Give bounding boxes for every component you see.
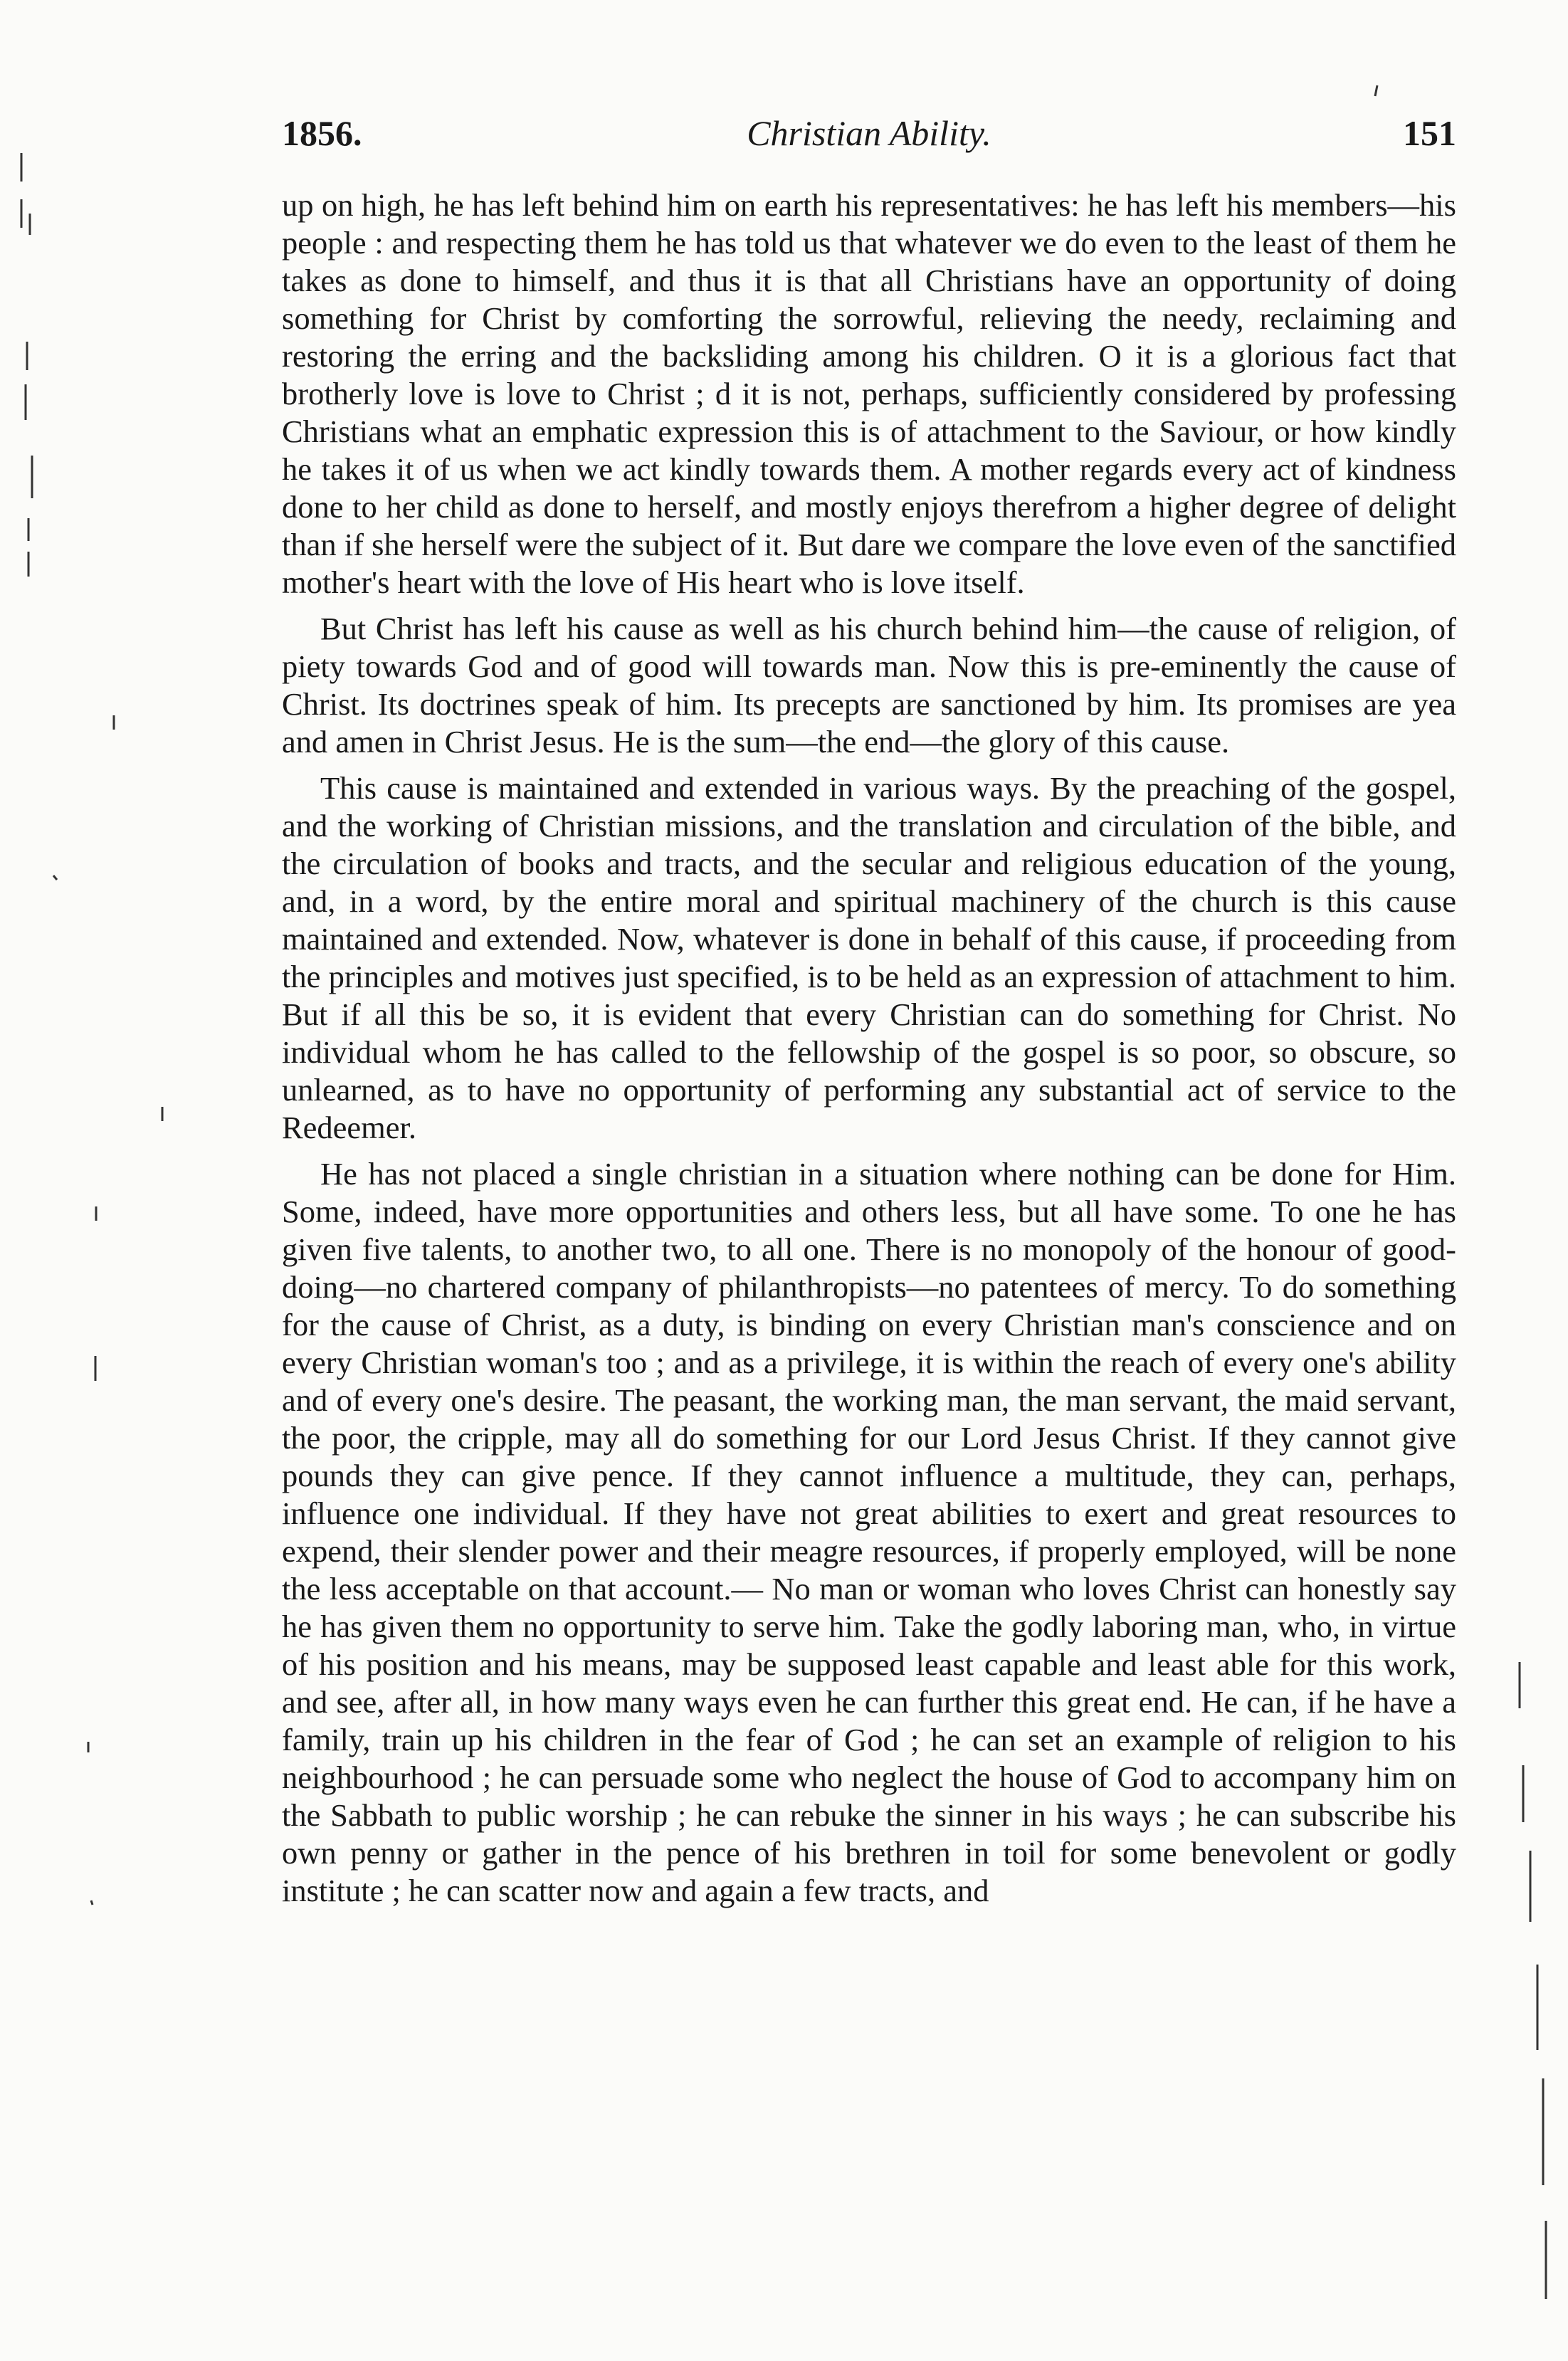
paragraph-3: This cause is maintained and extended in various ways. By the preaching of the gospel, and the working of Christian missions, and the translation and circulation of the bible, and the circulation of books and tracts, and the secular and religious education of the young, and, in a word, by the entire moral and spiritual machinery of the church is this cause maintained and extended. Now, whatever is done in behalf of this cause, if proceeding from the principles and motives just specified, is to be held as an expression of attachment to him. But if all this be so, it is evident that every Christian can do something for Christ. No individual whom he has called to the fellowship of the gospel is so poor, so obscure, so unlearned, as to have no opportunity of performing any substantial act of service to the Redeemer. [282, 770, 1456, 1145]
margin-mark [1375, 85, 1377, 96]
margin-mark [53, 875, 57, 880]
running-title: Christian Ability. [747, 113, 991, 153]
page-header [282, 112, 1456, 169]
margin-mark [91, 1900, 93, 1905]
paragraph-2: But Christ has left his cause as well as his church behind him—the cause of religion, of piety towards God and of good will towards man. Now this is pre-eminently the cause of Christ. Its doctrines speak of him. Its precepts are sanctioned by him. Its promises are yea and amen in Christ Jesus. He is the sum—the end—the glory of this cause. [282, 611, 1456, 759]
body-text [282, 186, 1456, 1918]
header-year: 1856. [282, 113, 362, 153]
paragraph-1: up on high, he has left behind him on earth his representatives: he has left his members—his people : and respecting them he has told us that whatever we do even to the least of them he takes as done to himself, and thus it is that all Christians have an opportunity of doing something for Christ by comforting the sorrowful, relieving the needy, reclaiming and restoring the erring and the backsliding among his children. O it is a glorious fact that brotherly love is love to Christ ; d it is not, perhaps, sufficiently considered by professing Christians what an emphatic expression this is of attachment to the Saviour, or how kindly he takes it of us when we act kindly towards them. A mother regards every act of kindness done to her child as done to herself, and mostly enjoys therefrom a higher degree of delight than if she herself were the subject of it. But dare we compare the love even of the sanctified mother's heart with the love of His heart who is love itself. [282, 187, 1456, 600]
paragraph-4: He has not placed a single christian in a situation where nothing can be done for Him. Some, indeed, have more opportunities and others less, but all have some. To one he has given five talents, to another two, to all one. There is no monopoly of the honour of good-doing—no chartered company of philanthropists—no patentees of mercy. To do something for the cause of Christ, as a duty, is binding on every Christian man's conscience and on every Christian woman's too ; and as a privilege, it is within the reach of every one's ability and of every one's desire. The peasant, the working man, the man servant, the maid servant, the poor, the cripple, may all do something for our Lord Jesus Christ. If they cannot give pounds they can give pence. If they cannot influence a multitude, they can, perhaps, influence one individual. If they have not great abilities to exert and great resources to expend, their slender power and their meagre resources, if properly employed, will be none the less acceptable on that account.— No man or woman who loves Christ can honestly say he has given them no opportunity to serve him. Take the godly laboring man, who, in virtue of his position and his means, may be supposed least capable and least able for this work, and see, after all, in how many ways even he can further this great end. He can, if he have a family, train up his children in the fear of God ; he can set an example of religion to his neighbourhood ; he can persuade some who neglect the house of God to accompany him on the Sabbath to public worship ; he can rebuke the sinner in his ways ; he can subscribe his own penny or gather in the pence of his brethren in toil for some benevolent or godly institute ; he can scatter now and again a few tracts, and [282, 1156, 1456, 1908]
page-number: 151 [1403, 113, 1456, 153]
